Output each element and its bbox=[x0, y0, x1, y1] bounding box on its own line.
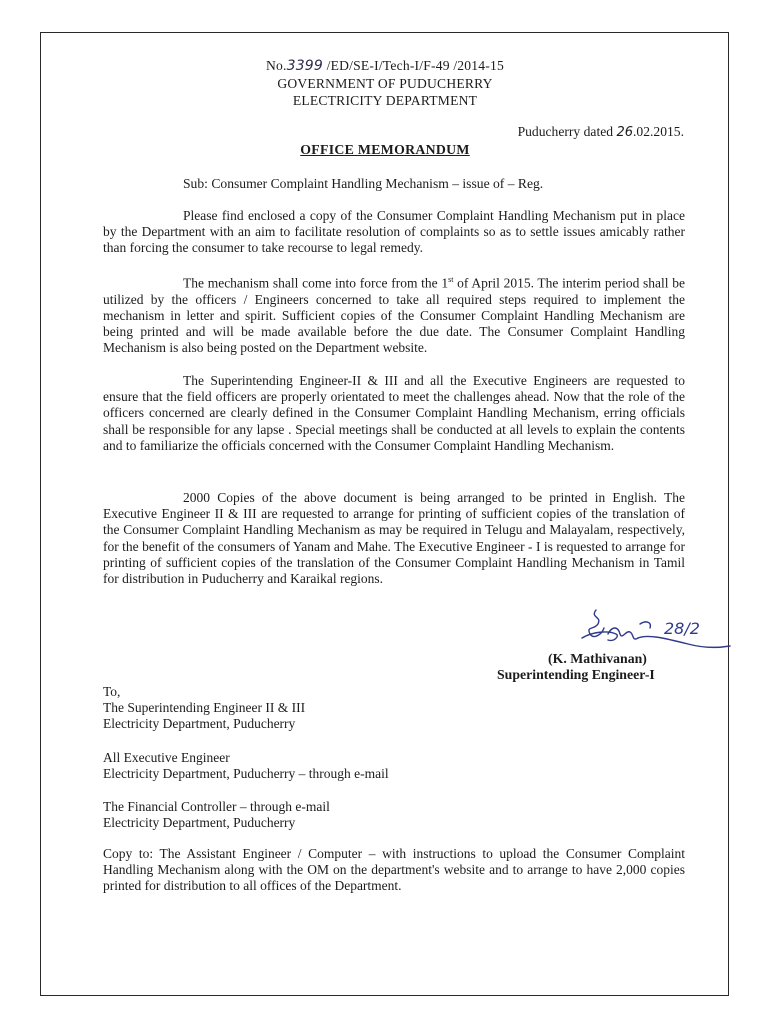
recipient-line: All Executive Engineer bbox=[103, 750, 230, 765]
handwritten-ref-number: 3399 bbox=[286, 58, 324, 74]
recipient-2 bbox=[103, 750, 389, 783]
memo-title: OFFICE MEMORANDUM bbox=[300, 142, 470, 157]
recipient-line: Electricity Department, Puducherry bbox=[103, 716, 296, 732]
recipient-line: Electricity Department, Puducherry – through e-mail bbox=[103, 766, 389, 782]
recipient-3 bbox=[103, 799, 330, 832]
recipient-line: Electricity Department, Puducherry bbox=[103, 815, 296, 831]
paragraph-mechanism: The mechanism shall come into force from the 1st of April 2015. The interim period shall be utilized by the officers / Engineers concerned to take all required steps required to implement the mechanism in letter and spirit. Sufficient copies of the Consumer Complaint Handling Mechanism are being printed and will be made available before the due date. The Consumer Complaint Handling Mechanism is also being posted on the Department website. bbox=[103, 275, 685, 356]
government-heading: GOVERNMENT OF PUDUCHERRY bbox=[277, 76, 493, 91]
recipient-line: The Financial Controller – through e-mail bbox=[103, 799, 330, 814]
memo-subject: Sub: Consumer Complaint Handling Mechanism – issue of – Reg. bbox=[183, 176, 544, 191]
recipient-1 bbox=[103, 700, 305, 733]
department-heading: ELECTRICITY DEPARTMENT bbox=[292, 93, 478, 108]
copy-to-note: Copy to: The Assistant Engineer / Computer – with instructions to upload the Consumer Complaint Handling Mechanism along with the OM on the department's website and to arrange to have 2,000 copies printed for distribution to all offices of the Department. bbox=[103, 846, 685, 894]
memo-date: Puducherry dated 26.02.2015. bbox=[517, 124, 684, 140]
ordinal-suffix: st bbox=[448, 275, 454, 284]
to-label: To, bbox=[103, 684, 121, 699]
recipient-line: The Superintending Engineer II & III bbox=[103, 700, 306, 715]
handwritten-date-day: 26 bbox=[616, 125, 634, 140]
signatory-name: (K. Mathivanan) bbox=[548, 651, 647, 666]
paragraph-superintending-engineers: The Superintending Engineer-II & III and all the Executive Engineers are requested to ensure that the field officers are properly orientated to meet the challenges ahead. Now that the role of the officers concerned are clearly defined in the Consumer Complaint Handling Mechanism, erring officials shall be responsible for any lapse . Special meetings shall be conducted at all levels to explain the contents and to familiarize the officials concerned with the Consumer Complaint Handling Mechanism. bbox=[103, 373, 685, 453]
paragraph-printing: 2000 Copies of the above document is being arranged to be printed in English. The Executive Engineer II & III are requested to arrange for printing of sufficient copies of the translation of the Consumer Complaint Handling Mechanism as may be required in Telugu and Malayalam, respectively, for the benefit of the consumers of Yanam and Mahe. The Executive Engineer - I is requested to arrange for printing of sufficient copies of the translation of the Consumer Complaint Handling Mechanism in Tamil for distribution in Puducherry and Karaikal regions. bbox=[103, 490, 685, 587]
paragraph-intro: Please find enclosed a copy of the Consumer Complaint Handling Mechanism put in place by the Department with an aim to facilitate resolution of complaints so as to settle issues amicably rather than forcing the consumer to take recourse to legal remedy. bbox=[103, 208, 685, 256]
signatory-designation: Superintending Engineer-I bbox=[497, 667, 655, 682]
signature-date: 28/2 bbox=[664, 619, 700, 638]
reference-number: No.3399 /ED/SE-I/Tech-I/F-49 /2014-15 bbox=[265, 58, 505, 74]
